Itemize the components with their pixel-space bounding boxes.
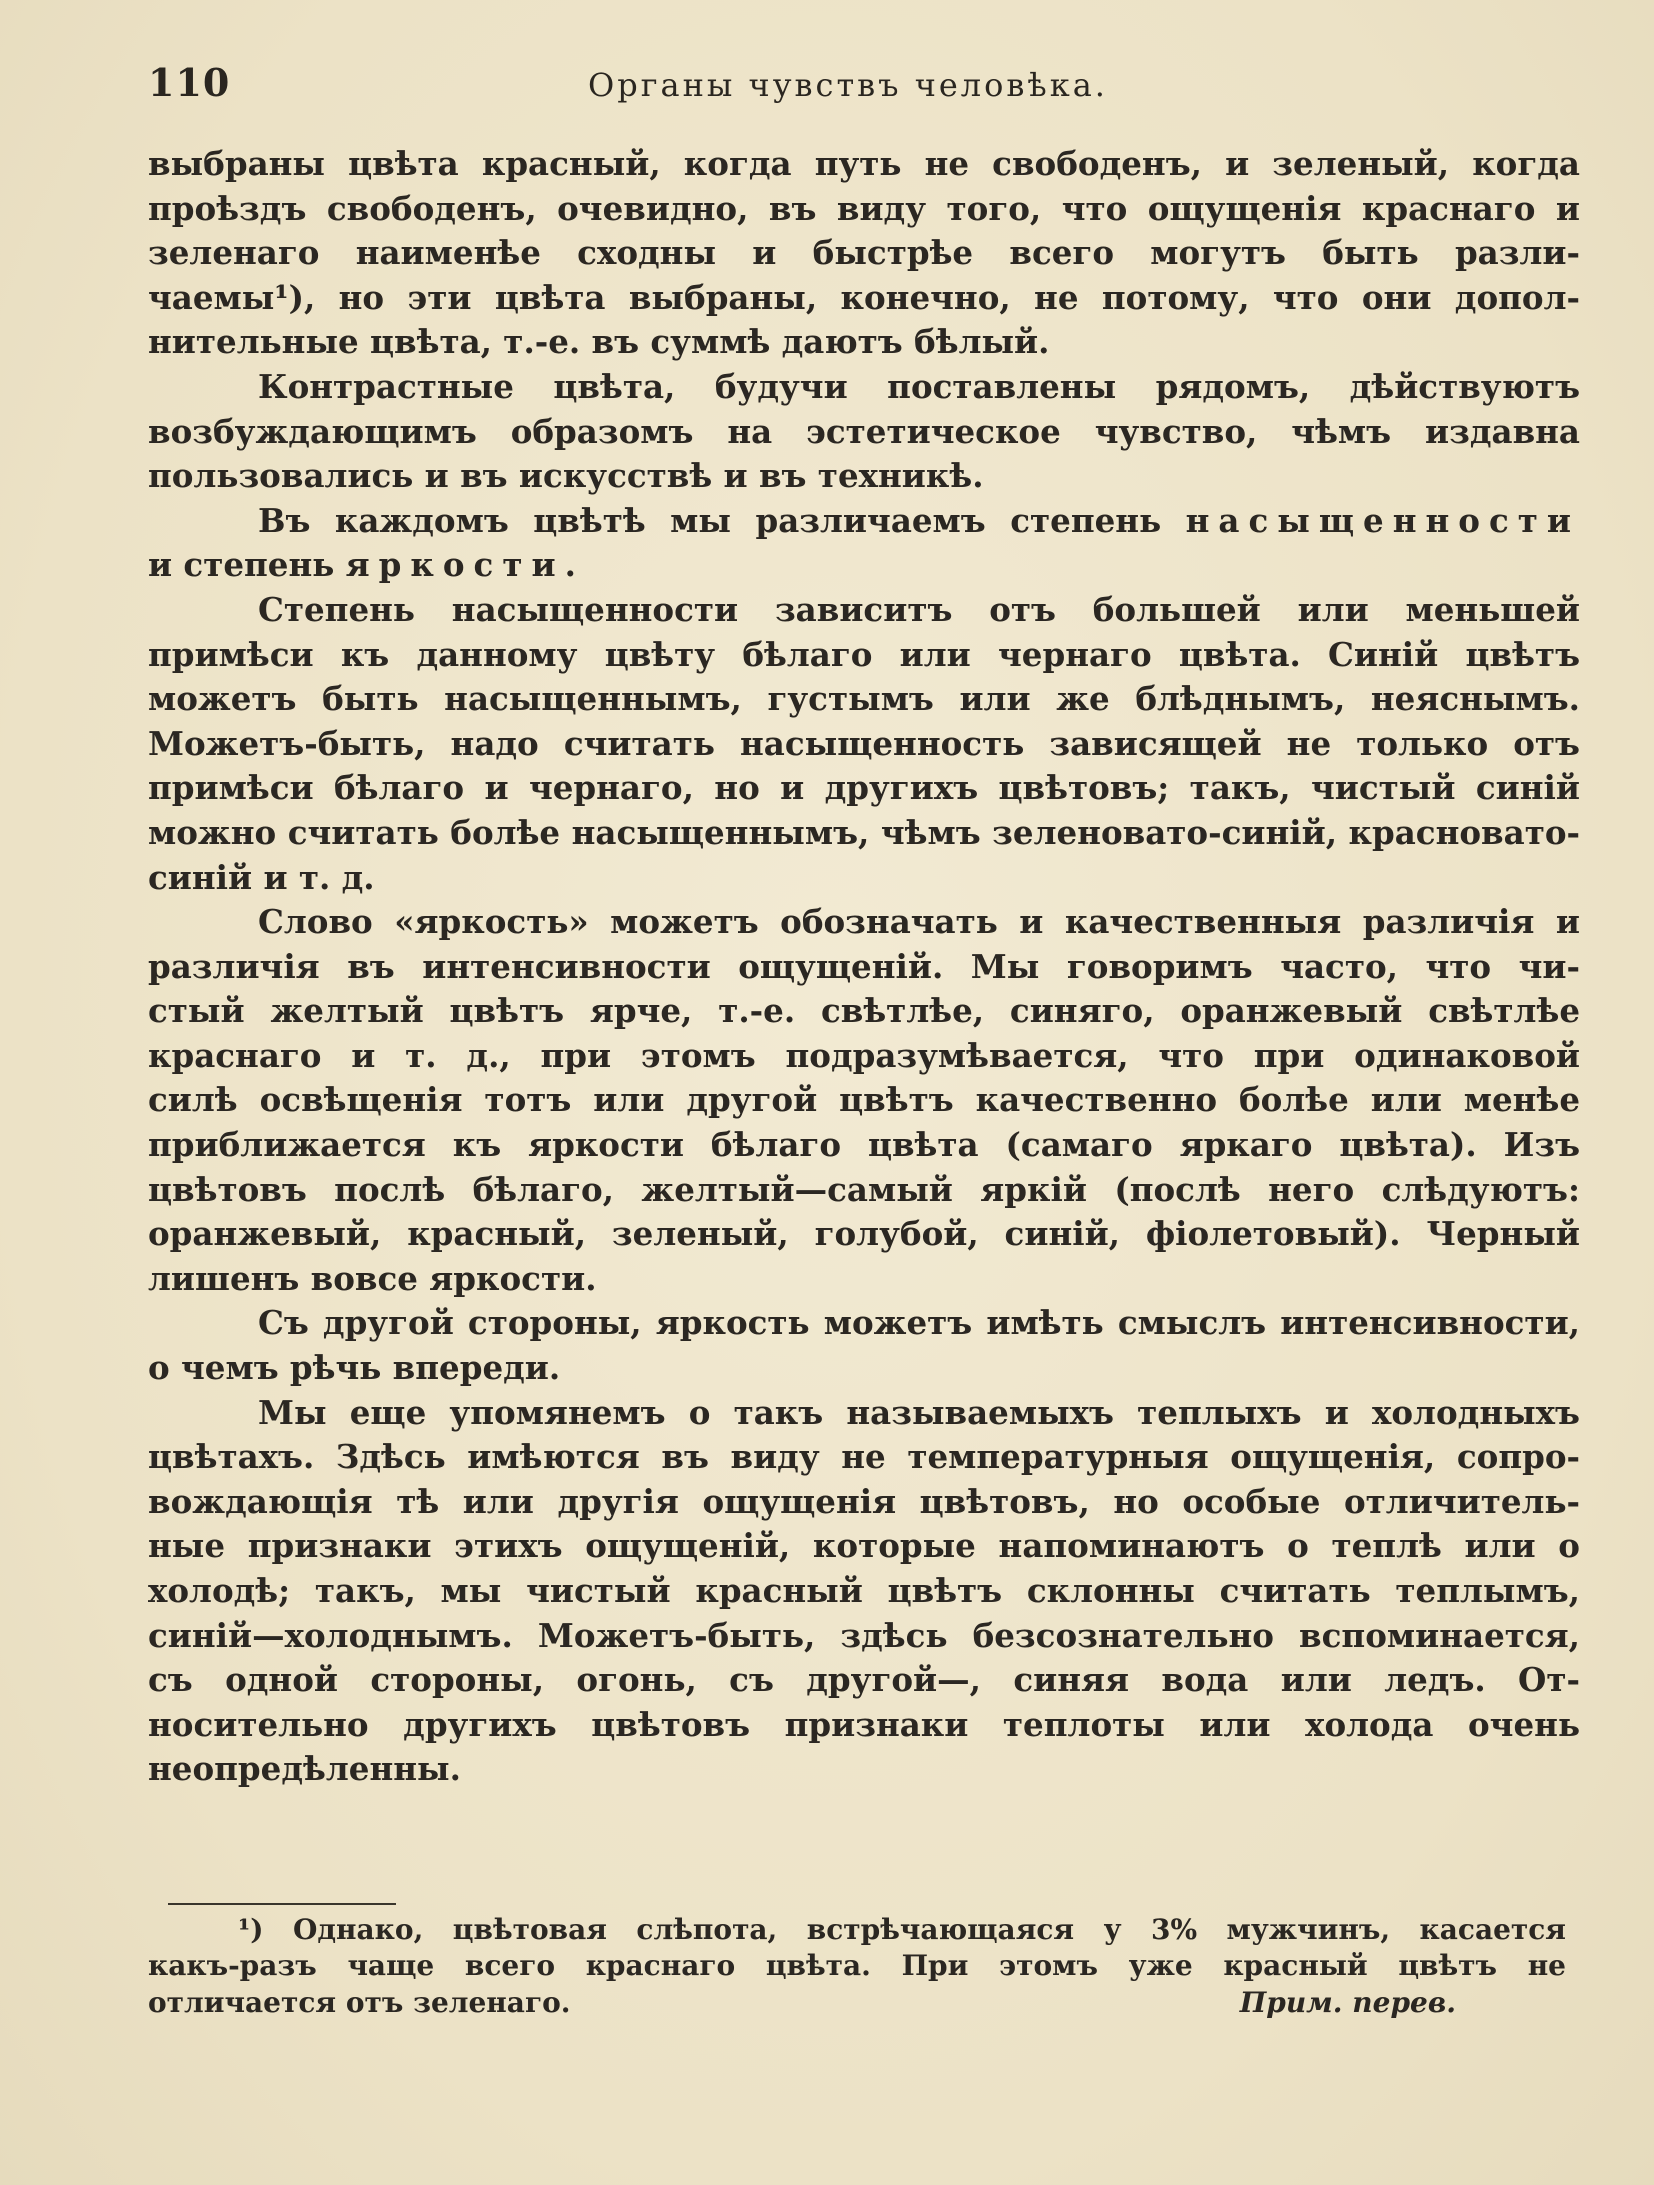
text-line-content: цвѣтахъ. Здѣсь имѣются въ виду не температурныя ощущенія, сопро- <box>148 1437 1580 1477</box>
text-line-content: чаемы¹), но эти цвѣта выбраны, конечно, не потому, что они допол- <box>148 277 1580 317</box>
text-line-content: носительно другихъ цвѣтовъ признаки теплоты или холода очень <box>148 1704 1580 1744</box>
text-line <box>148 1658 1580 1703</box>
text-line-content: съ одной стороны, огонь, съ другой—, синяя вода или ледъ. От- <box>148 1660 1580 1700</box>
text-line <box>148 1257 1580 1302</box>
text-line-content: можно считать болѣе насыщеннымъ, чѣмъ зеленовато-синій, красновато- <box>148 812 1580 852</box>
text-line <box>148 900 1580 945</box>
page-number: 110 <box>148 60 231 105</box>
text-line-content: о чемъ рѣчь впереди. <box>148 1348 561 1388</box>
text-line-content: Въ каждомъ цвѣтѣ мы различаемъ степень <box>258 500 1162 540</box>
text-line <box>148 543 1580 588</box>
text-line <box>148 1524 1580 1569</box>
text-line-content: силѣ освѣщенія тотъ или другой цвѣтъ качественно болѣе или менѣе <box>148 1080 1580 1120</box>
text-line-content: краснаго и т. д., при этомъ подразумѣвается, что при одинаковой <box>148 1035 1580 1075</box>
text-line <box>148 1391 1580 1436</box>
text-line-content: примѣси къ данному цвѣту бѣлаго или чернаго цвѣта. Синій цвѣтъ <box>148 634 1580 674</box>
text-line-content: Можетъ-быть, надо считать насыщенность зависящей не только отъ <box>148 723 1580 763</box>
text-line <box>148 1123 1580 1168</box>
text-line-content: Слово «яркость» можетъ обозначать и качественныя различія и <box>258 902 1580 942</box>
text-line-content: можетъ быть насыщеннымъ, густымъ или же блѣднымъ, неяснымъ. <box>148 679 1580 719</box>
text-line <box>148 1078 1580 1123</box>
footnote-rule <box>168 1903 396 1905</box>
translator-note: Прим. перев. <box>1239 1985 1456 2019</box>
text-line <box>148 677 1580 722</box>
text-line <box>148 365 1580 410</box>
text-line-content: Съ другой стороны, яркость можетъ имѣть смыслъ интенсивности, <box>258 1303 1580 1343</box>
text-line <box>148 989 1580 1034</box>
text-line-content: лишенъ вовсе яркости. <box>148 1258 597 1298</box>
text-line-content: нительные цвѣта, т.-е. въ суммѣ даютъ бѣлый. <box>148 322 1050 362</box>
text-line <box>148 945 1580 990</box>
text-line <box>148 276 1580 321</box>
text-line <box>148 454 1580 499</box>
text-line-content: холодѣ; такъ, мы чистый красный цвѣтъ склонны считать теплымъ, <box>148 1571 1580 1610</box>
text-line <box>148 1569 1580 1614</box>
text-line <box>148 1435 1580 1480</box>
body-text <box>148 142 1580 1792</box>
footnote-line: ¹) Однако, цвѣтовая слѣпота, встрѣчающаяся у 3% мужчинъ, касается <box>238 1913 1566 1946</box>
text-line <box>148 588 1580 633</box>
text-line-content: различія въ интенсивности ощущеній. Мы говоримъ часто, что чи- <box>148 946 1580 986</box>
text-line-content: Степень насыщенности зависитъ отъ большей или меньшей <box>258 589 1580 629</box>
text-line <box>148 320 1580 365</box>
running-title: Органы чувствъ человѣка. <box>588 66 1108 104</box>
text-line-content: приближается къ яркости бѣлаго цвѣта (самаго яркаго цвѣта). Изъ <box>148 1125 1580 1165</box>
spaced-term: насыщенности <box>1185 500 1580 540</box>
footnote-line: отличается отъ зеленаго. <box>148 1985 571 2019</box>
text-line <box>148 1034 1580 1079</box>
text-line-content: цвѣтовъ послѣ бѣлаго, желтый—самый яркій (послѣ него слѣдуютъ: <box>148 1169 1580 1209</box>
text-line-content: и степень <box>148 545 335 585</box>
text-line <box>148 722 1580 767</box>
text-line <box>148 1346 1580 1391</box>
footnote-last-line <box>148 1985 1566 2021</box>
text-line <box>148 1301 1580 1346</box>
text-line-content: зеленаго наименѣе сходны и быстрѣе всего могутъ быть разли- <box>148 233 1580 273</box>
footnote <box>148 1912 1566 2021</box>
text-line <box>148 1168 1580 1213</box>
text-line-content: Контрастные цвѣта, будучи поставлены рядомъ, дѣйствуютъ <box>258 366 1580 406</box>
text-line-content: пользовались и въ искусствѣ и въ техникѣ. <box>148 456 984 496</box>
text-line <box>148 1212 1580 1257</box>
text-line-content: проѣздъ свободенъ, очевидно, въ виду того, что ощущенія краснаго и <box>148 188 1580 228</box>
text-line <box>148 1614 1580 1659</box>
text-line-content: вождающія тѣ или другія ощущенія цвѣтовъ, но особые отличитель- <box>148 1481 1580 1521</box>
text-line-content: ные признаки этихъ ощущеній, которые напоминаютъ о теплѣ или о <box>148 1526 1580 1566</box>
text-line-content: примѣси бѣлаго и чернаго, но и другихъ цвѣтовъ; такъ, чистый синій <box>148 768 1580 808</box>
text-line <box>148 1703 1580 1748</box>
text-line <box>148 811 1580 856</box>
text-line-content: выбраны цвѣта красный, когда путь не свободенъ, и зеленый, когда <box>148 144 1580 183</box>
footnote-line: какъ-разъ чаще всего краснаго цвѣта. При этомъ уже красный цвѣтъ не <box>148 1949 1566 1983</box>
text-line <box>148 856 1580 901</box>
text-line-content: Мы еще упомянемъ о такъ называемыхъ теплыхъ и холодныхъ <box>258 1392 1580 1432</box>
text-line-content: стый желтый цвѣтъ ярче, т.-е. свѣтлѣе, синяго, оранжевый свѣтлѣе <box>148 991 1580 1031</box>
text-line <box>148 410 1580 455</box>
text-line <box>148 142 1580 187</box>
text-line-content: синій и т. д. <box>148 857 375 897</box>
text-line-content: неопредѣленны. <box>148 1749 461 1789</box>
text-line-content: возбуждающимъ образомъ на эстетическое чувство, чѣмъ издавна <box>148 411 1580 451</box>
text-line <box>148 1747 1580 1792</box>
text-line <box>148 187 1580 232</box>
text-line-content: оранжевый, красный, зеленый, голубой, синій, фіолетовый). Черный <box>148 1214 1580 1254</box>
text-line-content: синій—холоднымъ. Можетъ-быть, здѣсь безсознательно вспоминается, <box>148 1615 1580 1655</box>
text-line <box>148 231 1580 276</box>
spaced-term: яркости. <box>345 545 585 585</box>
text-line <box>148 499 1580 544</box>
running-head <box>148 60 1578 110</box>
text-line <box>148 1480 1580 1525</box>
text-line <box>148 766 1580 811</box>
text-line <box>148 633 1580 678</box>
